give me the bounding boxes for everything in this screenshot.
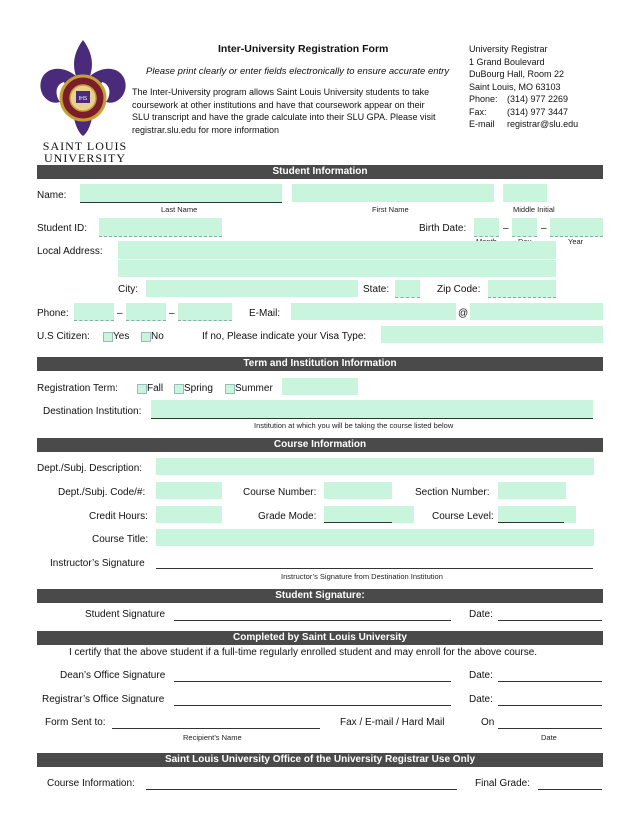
state-field[interactable] [395, 280, 420, 298]
term-fall-checkbox[interactable] [137, 384, 147, 394]
final-grade-label: Final Grade: [475, 778, 531, 789]
term-info-header: Term and Institution Information [37, 357, 603, 371]
visa-label: If no, Please indicate your Visa Type: [202, 331, 367, 342]
phone-area-field[interactable] [74, 303, 114, 321]
email-domain-field[interactable] [470, 303, 603, 320]
phone-prefix-field[interactable] [126, 303, 166, 321]
student-info-header: Student Information [37, 165, 603, 179]
registrars-signature-line[interactable] [174, 705, 451, 706]
fleur-de-lis-crest-icon [34, 36, 132, 138]
last-name-caption: Last Name [161, 205, 198, 214]
email-user-field[interactable] [291, 303, 456, 320]
local-address-label: Local Address: [37, 246, 103, 257]
term-spring-label: Spring [184, 383, 213, 394]
certify-text: I certify that the above student if a full-time regularly enrolled student and may enroll for the above course. [69, 647, 538, 658]
visa-type-field[interactable] [381, 326, 603, 343]
section-number-field[interactable] [498, 482, 566, 499]
birth-year-field[interactable] [550, 218, 603, 237]
zip-label: Zip Code: [437, 284, 481, 295]
birth-month-field[interactable] [474, 218, 499, 237]
registrars-date-line[interactable] [498, 705, 602, 706]
section-number-label: Section Number: [415, 487, 490, 498]
grade-mode-underline [324, 522, 392, 523]
city-field[interactable] [146, 280, 358, 297]
sent-date-caption: Date [541, 733, 557, 742]
email-label: E-Mail: [249, 308, 281, 319]
instructor-signature-caption: Instructor’s Signature from Destination Institution [281, 572, 443, 581]
deans-date-line[interactable] [498, 681, 602, 682]
grade-mode-label: Grade Mode: [258, 511, 317, 522]
term-summer-label: Summer [235, 383, 273, 394]
course-level-underline [498, 522, 564, 523]
credit-hours-field[interactable] [156, 506, 222, 523]
university-name-line1: SAINT LOUIS [42, 139, 128, 153]
deans-signature-label: Dean’s Office Signature [60, 670, 166, 681]
form-subtitle: Please print clearly or enter fields electronically to ensure accurate entry [146, 66, 450, 77]
term-year-field[interactable] [282, 378, 358, 395]
dept-code-label: Dept./Subj. Code/#: [58, 487, 146, 498]
registration-term-label: Registration Term: [37, 383, 118, 394]
course-title-label: Course Title: [92, 534, 149, 545]
student-id-label: Student ID: [37, 223, 88, 234]
course-info-label: Course Information: [47, 778, 135, 789]
student-date-line[interactable] [498, 620, 602, 621]
course-title-field[interactable] [156, 529, 594, 546]
svg-text:IHS: IHS [78, 96, 88, 102]
birth-dash-2: – [541, 223, 547, 234]
dept-code-field[interactable] [156, 482, 222, 499]
city-label: City: [118, 284, 138, 295]
state-label: State: [363, 284, 390, 295]
course-info-line[interactable] [146, 789, 457, 790]
first-name-caption: First Name [372, 205, 409, 214]
student-signature-header: Student Signature: [37, 589, 603, 603]
phone-dash-1: – [117, 308, 123, 319]
zip-field[interactable] [488, 280, 556, 298]
birth-day-field[interactable] [512, 218, 537, 237]
last-name-field[interactable] [80, 184, 282, 203]
dept-desc-label: Dept./Subj. Description: [37, 463, 143, 474]
registrars-date-label: Date: [469, 694, 493, 705]
form-title: Inter-University Registration Form [218, 43, 389, 55]
registrar-address: University Registrar 1 Grand Boulevard DuBourg Hall, Room 22 Saint Louis, MO 63103 Phone: (314) 977 2269 Fax: (314) 977 3447 E-mail registrar@slu.edu [469, 44, 579, 129]
deans-signature-line[interactable] [174, 681, 451, 682]
middle-initial-caption: Middle Initial [513, 205, 555, 214]
term-spring-checkbox[interactable] [174, 384, 184, 394]
citizen-label: U.S Citizen: [37, 331, 90, 342]
instructor-signature-label: Instructor’s Signature [50, 558, 145, 569]
registrars-signature-label: Registrar’s Office Signature [42, 694, 165, 705]
phone-dash-2: – [169, 308, 175, 319]
phone-label: Phone: [37, 308, 69, 319]
recipient-name-line[interactable] [112, 728, 320, 729]
citizen-yes-checkbox[interactable] [103, 332, 113, 342]
course-level-label: Course Level: [432, 511, 494, 522]
student-signature-label: Student Signature [85, 609, 166, 620]
citizen-yes-label: Yes [113, 331, 130, 342]
course-level-field[interactable] [498, 506, 576, 523]
sent-date-line[interactable] [498, 728, 602, 729]
course-number-field[interactable] [324, 482, 392, 499]
registrar-use-header: Saint Louis University Office of the University Registrar Use Only [37, 753, 603, 767]
student-date-label: Date: [469, 609, 493, 620]
birth-date-label: Birth Date: [419, 223, 467, 234]
at-sign: @ [458, 308, 469, 319]
citizen-no-label: No [151, 331, 164, 342]
phone-line-field[interactable] [178, 303, 232, 321]
address-line2-field[interactable] [118, 260, 556, 277]
university-name-line2: UNIVERSITY [44, 151, 126, 165]
destination-label: Destination Institution: [43, 406, 142, 417]
final-grade-line[interactable] [538, 789, 602, 790]
instructor-signature-line[interactable] [156, 568, 593, 569]
term-fall-label: Fall [147, 383, 164, 394]
course-number-label: Course Number: [243, 487, 317, 498]
term-summer-checkbox[interactable] [225, 384, 235, 394]
student-signature-line[interactable] [174, 620, 451, 621]
year-caption: Year [568, 237, 584, 246]
destination-institution-field[interactable] [151, 400, 593, 419]
deans-date-label: Date: [469, 670, 493, 681]
dept-desc-field[interactable] [156, 458, 594, 475]
middle-initial-field[interactable] [503, 184, 547, 202]
citizen-no-checkbox[interactable] [141, 332, 151, 342]
sent-on-label: On [481, 717, 495, 728]
credit-hours-label: Credit Hours: [89, 511, 148, 522]
fax-email-mail-label: Fax / E-mail / Hard Mail [340, 717, 445, 728]
name-label: Name: [37, 190, 67, 201]
address-line1-field[interactable] [118, 241, 556, 259]
destination-caption: Institution at which you will be taking the course listed below [254, 421, 454, 430]
form-sent-label: Form Sent to: [45, 717, 106, 728]
student-id-field[interactable] [99, 218, 222, 237]
first-name-field[interactable] [292, 184, 494, 202]
slu-completed-header: Completed by Saint Louis University [37, 631, 603, 645]
birth-dash-1: – [503, 223, 509, 234]
recipient-caption: Recipient’s Name [183, 733, 242, 742]
grade-mode-field[interactable] [324, 506, 414, 523]
intro-text: The Inter-University program allows Saint Louis University students to take coursework at other institutions and have that coursework appear on their SLU transcript and have the grade calculate into their SLU GPA. Please visit registrar.slu.edu for more information [132, 87, 436, 135]
course-info-header: Course Information [37, 438, 603, 452]
slu-logo [34, 36, 132, 166]
